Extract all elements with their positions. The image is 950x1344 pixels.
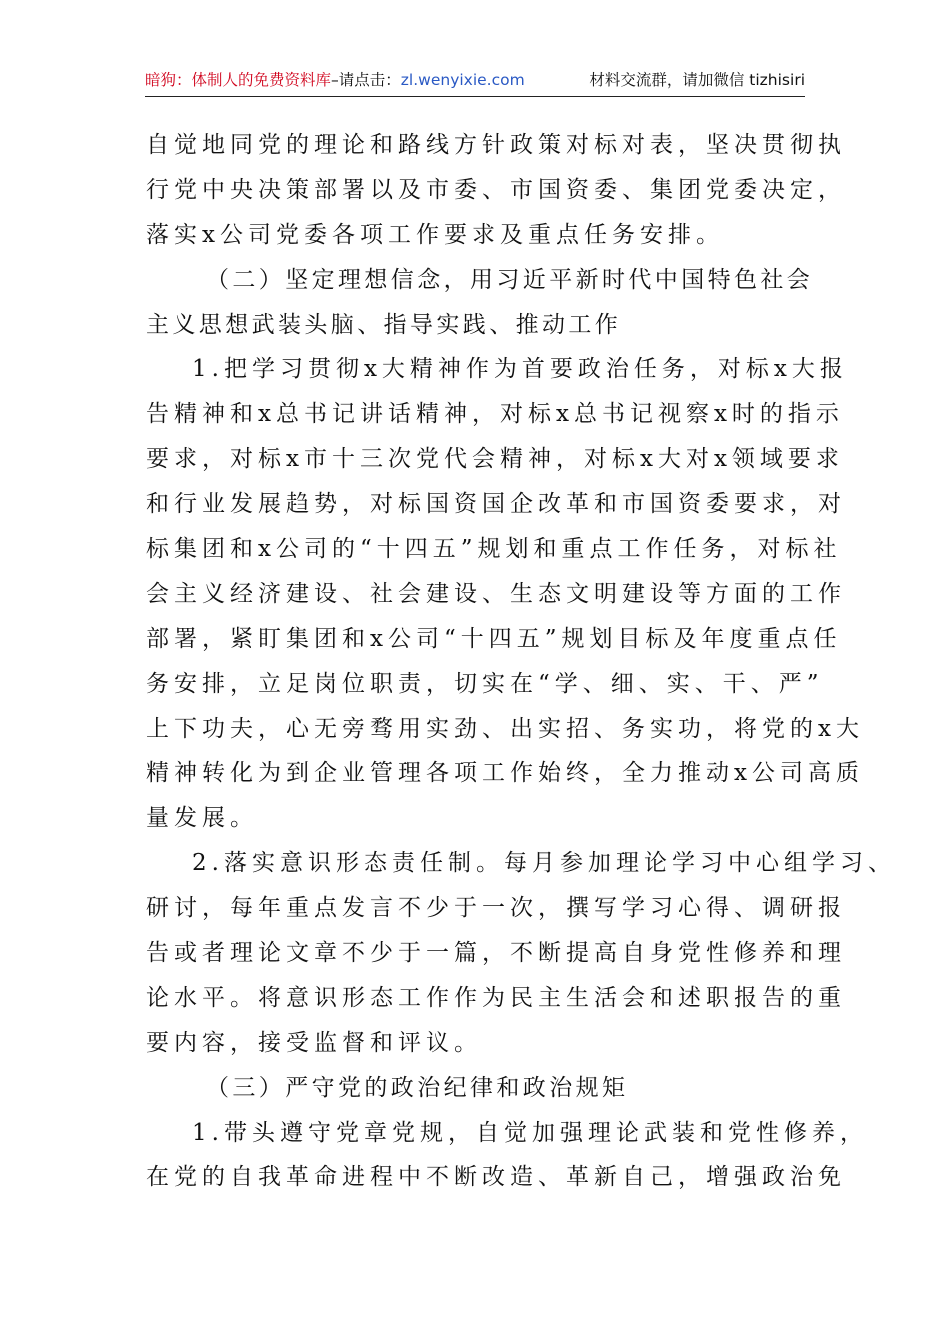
body-line: 要求，对标x市十三次党代会精神，对标x大对x领域要求 xyxy=(146,446,844,473)
body-line: 落实x公司党委各项工作要求及重点任务安排。 xyxy=(146,221,724,248)
section-heading: （二）坚定理想信念，用习近平新时代中国特色社会 xyxy=(206,266,814,293)
body-line: 量发展。 xyxy=(146,805,258,832)
body-line: 1.带头遵守党章党规，自觉加强理论武装和党性修养， xyxy=(192,1119,868,1146)
body-line: 告或者理论文章不少于一篇，不断提高自身党性修养和理 xyxy=(146,940,846,967)
body-line: 上下功夫，心无旁骛用实劲、出实招、务实功，将党的x大 xyxy=(146,715,864,742)
body-line: 标集团和x公司的“十四五”规划和重点工作任务，对标社 xyxy=(146,536,842,563)
page-header xyxy=(145,68,805,97)
header-group-info: 材料交流群，请加微信 tizhisiri xyxy=(589,71,805,89)
body-line: 行党中央决策部署以及市委、市国资委、集团党委决定， xyxy=(146,176,846,203)
body-line: 务安排，立足岗位职责，切实在“学、细、实、干、严” xyxy=(146,670,824,697)
section-heading: （三）严守党的政治纪律和政治规矩 xyxy=(206,1074,629,1101)
body-line: 1.把学习贯彻x大精神作为首要政治任务，对标x大报 xyxy=(192,356,848,383)
body-line: 自觉地同党的理论和路线方针政策对标对表，坚决贯彻执 xyxy=(146,132,846,158)
body-line: 部署，紧盯集团和x公司“十四五”规划目标及年度重点任 xyxy=(146,625,842,652)
header-brand: 暗狗：体制人的免费资料库 xyxy=(145,71,332,89)
body-line: 2.落实意识形态责任制。每月参加理论学习中心组学习、 xyxy=(192,850,896,877)
body-line: 研讨，每年重点发言不少于一次，撰写学习心得、调研报 xyxy=(146,895,846,922)
body-line: 要内容，接受监督和评议。 xyxy=(146,1029,482,1056)
header-cta: –请点击： xyxy=(331,71,401,89)
body-line: 精神转化为到企业管理各项工作始终，全力推动x公司高质 xyxy=(146,760,864,787)
section-heading-cont: 主义思想武装头脑、指导实践、推动工作 xyxy=(146,311,622,338)
body-line: 和行业发展趋势，对标国资国企改革和市国资委要求，对 xyxy=(146,491,846,518)
document-body xyxy=(146,123,896,1200)
body-line: 在党的自我革命进程中不断改造、革新自己，增强政治免 xyxy=(146,1164,846,1191)
body-line: 会主义经济建设、社会建设、生态文明建设等方面的工作 xyxy=(146,580,846,607)
header-link[interactable]: zl.wenyixie.com xyxy=(400,71,525,89)
body-line: 告精神和x总书记讲话精神，对标x总书记视察x时的指示 xyxy=(146,401,844,428)
body-line: 论水平。将意识形态工作作为民主生活会和述职报告的重 xyxy=(146,984,846,1011)
